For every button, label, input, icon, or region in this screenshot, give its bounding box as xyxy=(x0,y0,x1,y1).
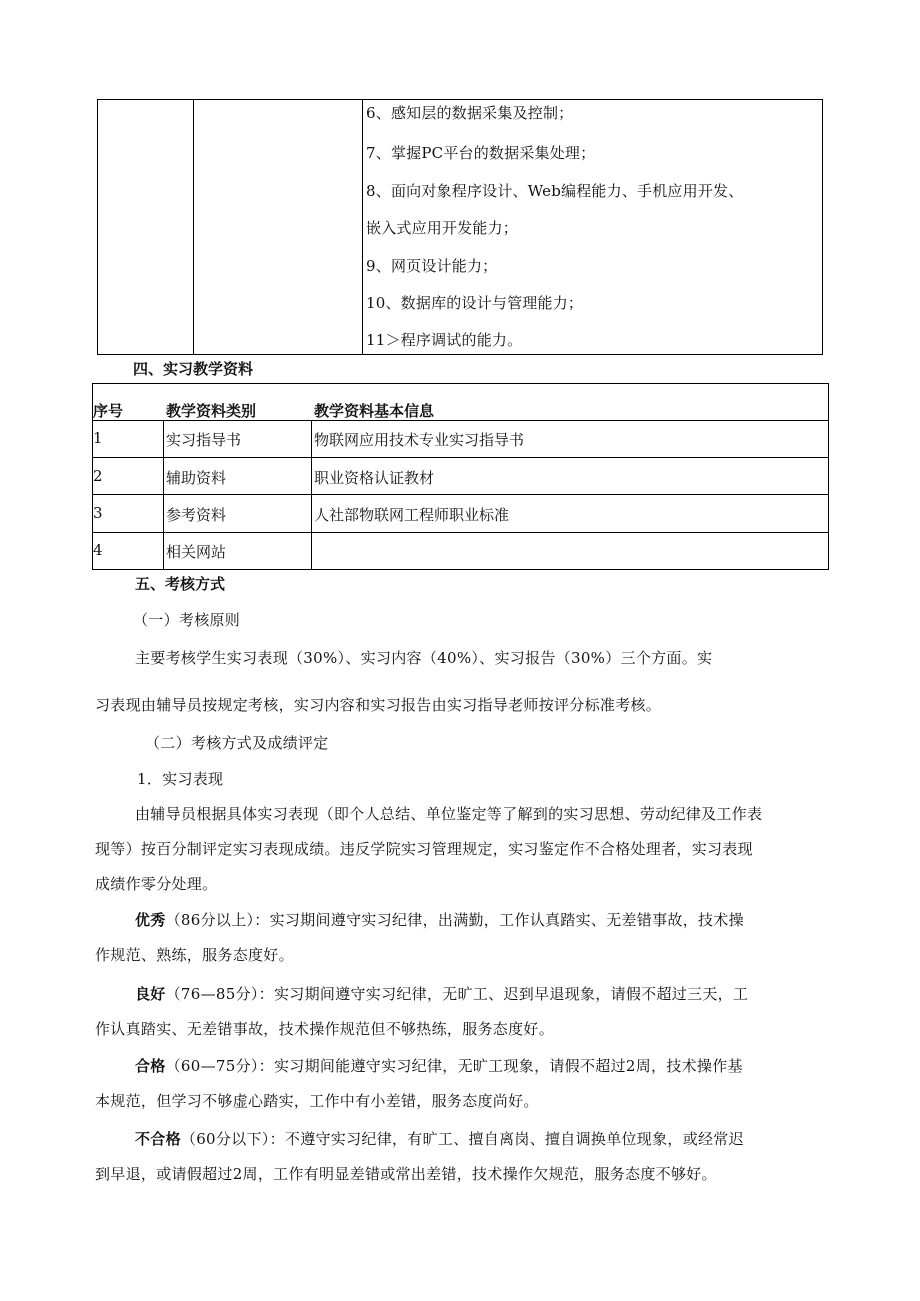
subheading-principles: （一）考核原则 xyxy=(133,611,241,629)
materials-row-sep-4 xyxy=(92,532,829,533)
grade-good-line-2: 作认真踏实、无差错事故，技术操作规范但不够热练，服务态度好。 xyxy=(95,1020,555,1038)
performance-paragraph-line-1: 由辅导员根据具体实习表现（即个人总结、单位鉴定等了解到的实习思想、劳动纪律及工作表 xyxy=(135,805,763,823)
materials-row-2-info: 职业资格认证教材 xyxy=(314,469,435,487)
section-4-heading: 四、实习教学资料 xyxy=(133,360,254,378)
grade-pass-label: 合格 xyxy=(135,1057,166,1075)
skill-line-11: 11＞程序调试的能力。 xyxy=(366,331,523,349)
grade-excellent-line-2: 作规范、熟练，服务态度好。 xyxy=(95,946,294,964)
grade-pass-line-2: 本规范，但学习不够虚心踏实，工作中有小差错，服务态度尚好。 xyxy=(95,1092,539,1110)
materials-row-4-category: 相关网站 xyxy=(166,543,227,561)
materials-row-1-info: 物联网应用技术专业实习指导书 xyxy=(314,431,525,449)
subheading-methods: （二）考核方式及成绩评定 xyxy=(145,734,329,752)
skill-line-10: 10、数据库的设计与管理能力； xyxy=(366,294,584,312)
skill-line-7: 7、掌握PC平台的数据采集处理； xyxy=(366,144,596,162)
skill-line-8: 8、面向对象程序设计、Web编程能力、手机应用开发、 xyxy=(366,182,744,200)
performance-paragraph-line-3: 成绩作零分处理。 xyxy=(95,875,218,893)
grade-fail-label: 不合格 xyxy=(135,1130,181,1148)
skills-table-divider-1 xyxy=(193,99,194,355)
grade-good-text: （76—85分）：实习期间遵守实习纪律，无旷工、迟到早退现象，请假不超过三天，工 xyxy=(165,985,749,1003)
principles-paragraph-line-2: 习表现由辅导员按规定考核，实习内容和实习报告由实习指导老师按评分标准考核。 xyxy=(95,696,662,714)
materials-row-sep-2 xyxy=(92,457,829,458)
grade-fail-line-2: 到早退，或请假超过2周，工作有明显差错或常出差错，技术操作欠规范，服务态度不够好。 xyxy=(95,1165,717,1183)
materials-row-3-info: 人社部物联网工程师职业标准 xyxy=(314,506,510,524)
grade-good-line-1 xyxy=(135,983,748,1004)
materials-header-category: 教学资料类别 xyxy=(166,402,257,420)
materials-row-4-index: 4 xyxy=(93,541,103,559)
skill-line-8-cont: 嵌入式应用开发能力； xyxy=(366,219,519,237)
item-internship-performance: 1．实习表现 xyxy=(137,770,224,788)
materials-row-2-index: 2 xyxy=(93,467,103,485)
materials-header-index: 序号 xyxy=(93,402,124,420)
materials-row-1-index: 1 xyxy=(93,429,103,447)
grade-pass-line-1 xyxy=(135,1055,743,1076)
skills-table-divider-2 xyxy=(362,99,363,355)
performance-paragraph-line-2: 现等）按百分制评定实习表现成绩。违反学院实习管理规定，实习鉴定作不合格处理者，实习表现 xyxy=(95,840,753,858)
grade-excellent-label: 优秀 xyxy=(135,911,166,929)
materials-row-1-category: 实习指导书 xyxy=(166,431,242,449)
grade-good-label: 良好 xyxy=(135,985,166,1003)
materials-row-2-category: 辅助资料 xyxy=(166,469,227,487)
materials-row-3-category: 参考资料 xyxy=(166,506,227,524)
grade-pass-text: （60—75分）：实习期间能遵守实习纪律，无旷工现象，请假不超过2周，技术操作基 xyxy=(165,1057,743,1075)
grade-fail-line-1 xyxy=(135,1128,744,1149)
skill-line-6: 6、感知层的数据采集及控制； xyxy=(366,104,574,122)
grade-excellent-text: （86分以上）：实习期间遵守实习纪律，出满勤，工作认真踏实、无差错事故，技术操 xyxy=(165,911,744,929)
materials-row-3-index: 3 xyxy=(93,504,103,522)
materials-col-sep-2 xyxy=(311,420,312,570)
materials-header-info: 教学资料基本信息 xyxy=(314,402,435,420)
materials-row-sep-3 xyxy=(92,494,829,495)
section-5-heading: 五、考核方式 xyxy=(135,575,226,593)
skill-line-9: 9、网页设计能力； xyxy=(366,257,498,275)
principles-paragraph-line-1: 主要考核学生实习表现（30%）、实习内容（40%）、实习报告（30%）三个方面。实 xyxy=(135,649,713,667)
grade-excellent-line-1 xyxy=(135,909,744,930)
materials-col-sep-1 xyxy=(163,420,164,570)
grade-fail-text: （60分以下）：不遵守实习纪律，有旷工、擅自离岗、擅自调换单位现象，或经常迟 xyxy=(180,1130,744,1148)
